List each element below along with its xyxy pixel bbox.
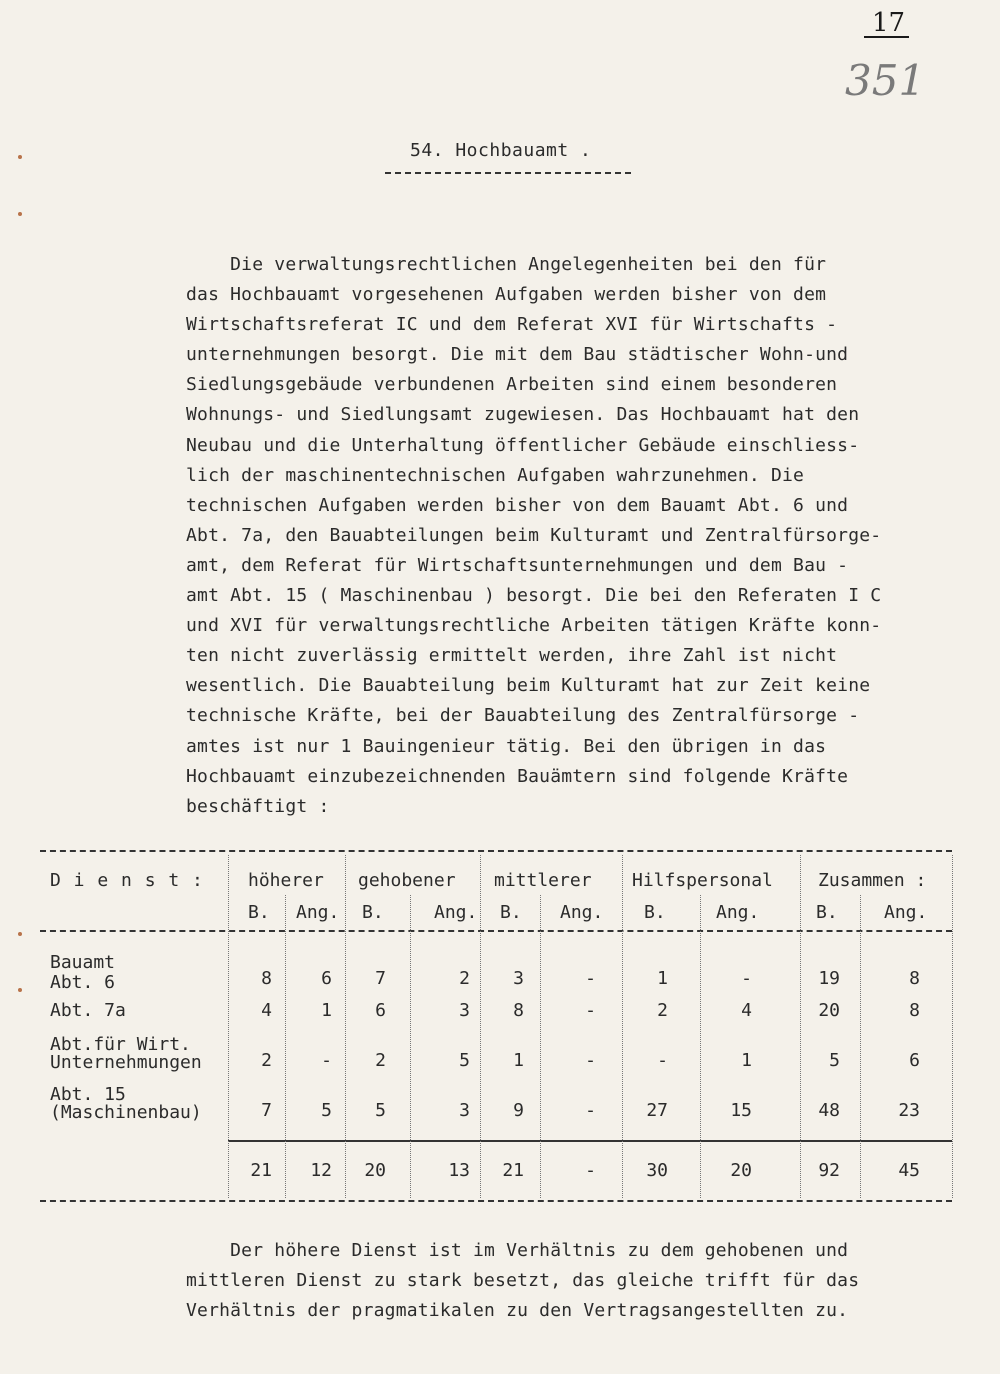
table-cell: 7 <box>261 1100 272 1121</box>
page-number: 17 <box>872 8 906 38</box>
column-group-header: gehobener <box>358 870 456 891</box>
table-cell: 8 <box>513 1000 524 1021</box>
text-line: technischen Aufgaben werden bisher von dem Bauamt Abt. 6 und <box>186 494 849 516</box>
table-cell: 19 <box>818 968 840 989</box>
closing-paragraph <box>186 1236 976 1326</box>
text-line: Abt. 7a, den Bauabteilungen beim Kulturamt und Zentralfürsorge- <box>186 524 882 546</box>
table-column-divider <box>800 855 801 1198</box>
subheader-angestellte: Ang. <box>434 902 478 923</box>
text-line: lich der maschinentechnischen Aufgaben wahrzunehmen. Die <box>186 464 805 486</box>
table-cell: 3 <box>459 1100 470 1121</box>
row-label: Abt. 6 <box>50 972 116 993</box>
table-cell: 20 <box>818 1000 840 1021</box>
table-column-divider <box>622 855 623 1198</box>
text-line: amt Abt. 15 ( Maschinenbau ) besorgt. Die bei den Referaten I C <box>186 585 882 607</box>
table-cell: 7 <box>375 968 386 989</box>
table-bottom-rule <box>40 1200 952 1202</box>
table-cell: 2 <box>657 1000 668 1021</box>
table-cell: 15 <box>730 1100 752 1121</box>
title-underline <box>385 172 631 174</box>
table-cell: 23 <box>898 1100 920 1121</box>
pencil-page-number: 351 <box>845 56 926 105</box>
table-cell: 5 <box>829 1050 840 1071</box>
table-cell: - <box>585 968 596 989</box>
table-column-divider <box>952 855 953 1198</box>
total-cell: 20 <box>730 1160 752 1181</box>
table-header-rule <box>40 930 952 932</box>
table-cell: 4 <box>741 1000 752 1021</box>
text-line: mittleren Dienst zu stark besetzt, das gleiche trifft für das <box>186 1270 860 1291</box>
row-label: Bauamt <box>50 952 116 973</box>
text-line: Wohnungs- und Siedlungsamt zugewiesen. Das Hochbauamt hat den <box>186 404 860 426</box>
intro-paragraph <box>186 250 976 822</box>
table-cell: 5 <box>321 1100 332 1121</box>
binder-hole <box>18 212 22 216</box>
row-label: Abt. 7a <box>50 1000 126 1021</box>
table-cell: 1 <box>321 1000 332 1021</box>
table-cell: 1 <box>657 968 668 989</box>
table-column-divider <box>540 895 541 1198</box>
column-group-header: Zusammen : <box>818 870 927 891</box>
total-cell: 45 <box>898 1160 920 1181</box>
table-header-label: D i e n s t : <box>50 870 204 891</box>
table-cell: - <box>657 1050 668 1071</box>
total-cell: 92 <box>818 1160 840 1181</box>
table-cell: - <box>585 1050 596 1071</box>
text-line: das Hochbauamt vorgesehenen Aufgaben werden bisher von dem <box>186 284 827 306</box>
text-line: Wirtschaftsreferat IC und dem Referat XVI für Wirtschafts - <box>186 314 838 336</box>
subheader-beamte: B. <box>362 902 384 923</box>
binder-hole <box>18 988 22 992</box>
column-group-header: mittlerer <box>494 870 592 891</box>
subheader-beamte: B. <box>644 902 666 923</box>
table-cell: - <box>585 1100 596 1121</box>
table-cell: 2 <box>261 1050 272 1071</box>
column-group-header: Hilfspersonal <box>632 870 773 891</box>
table-cell: 5 <box>459 1050 470 1071</box>
table-cell: - <box>741 968 752 989</box>
text-line: Siedlungsgebäude verbundenen Arbeiten sind einem besonderen <box>186 374 838 396</box>
text-line: Hochbauamt einzubezeichnenden Bauämtern sind folgende Kräfte <box>186 765 849 787</box>
subheader-angestellte: Ang. <box>296 902 340 923</box>
table-column-divider <box>410 895 411 1198</box>
total-cell: 30 <box>646 1160 668 1181</box>
text-line: Neubau und die Unterhaltung öffentlicher Gebäude einschliess- <box>186 434 860 456</box>
subheader-angestellte: Ang. <box>884 902 928 923</box>
table-top-rule <box>40 850 952 852</box>
total-cell: 21 <box>502 1160 524 1181</box>
table-cell: 4 <box>261 1000 272 1021</box>
table-cell: 5 <box>375 1100 386 1121</box>
table-cell: 6 <box>375 1000 386 1021</box>
table-column-divider <box>480 855 481 1198</box>
table-cell: 9 <box>513 1100 524 1121</box>
table-cell: 3 <box>513 968 524 989</box>
text-line: Die verwaltungsrechtlichen Angelegenheiten bei den für <box>186 254 827 275</box>
text-line: beschäftigt : <box>186 795 330 817</box>
table-cell: 1 <box>513 1050 524 1071</box>
table-cell: 6 <box>909 1050 920 1071</box>
table-cell: 3 <box>459 1000 470 1021</box>
total-cell: 13 <box>448 1160 470 1181</box>
table-column-divider <box>228 855 229 1198</box>
column-group-header: höherer <box>248 870 324 891</box>
subheader-beamte: B. <box>500 902 522 923</box>
total-cell: 12 <box>310 1160 332 1181</box>
text-line: unternehmungen besorgt. Die mit dem Bau städtischer Wohn-und <box>186 344 849 366</box>
table-column-divider <box>345 855 346 1198</box>
total-cell: - <box>585 1160 596 1181</box>
text-line: amt, dem Referat für Wirtschaftsunternehmungen und dem Bau - <box>186 554 849 576</box>
subheader-angestellte: Ang. <box>560 902 604 923</box>
text-line: amtes ist nur 1 Bauingenieur tätig. Bei den übrigen in das <box>186 735 827 757</box>
table-cell: 1 <box>741 1050 752 1071</box>
table-cell: 27 <box>646 1100 668 1121</box>
text-line: Verhältnis der pragmatikalen zu den Vertragsangestellten zu. <box>186 1300 849 1321</box>
table-column-divider <box>860 895 861 1198</box>
row-label: Abt. 15 <box>50 1084 126 1105</box>
table-cell: 48 <box>818 1100 840 1121</box>
subheader-angestellte: Ang. <box>716 902 760 923</box>
table-sum-rule <box>228 1140 952 1142</box>
table-cell: 8 <box>261 968 272 989</box>
subheader-beamte: B. <box>248 902 270 923</box>
binder-hole <box>18 155 22 159</box>
table-cell: 2 <box>459 968 470 989</box>
section-title: 54. Hochbauamt . <box>410 140 592 161</box>
text-line: wesentlich. Die Bauabteilung beim Kulturamt hat zur Zeit keine <box>186 675 871 697</box>
table-cell: 8 <box>909 1000 920 1021</box>
table-cell: 2 <box>375 1050 386 1071</box>
table-cell: - <box>321 1050 332 1071</box>
row-label: (Maschinenbau) <box>50 1102 202 1123</box>
row-label: Unternehmungen <box>50 1052 202 1073</box>
table-cell: 8 <box>909 968 920 989</box>
text-line: und XVI für verwaltungsrechtliche Arbeiten tätigen Kräfte konn- <box>186 615 882 637</box>
binder-hole <box>18 932 22 936</box>
total-cell: 21 <box>250 1160 272 1181</box>
table-cell: - <box>585 1000 596 1021</box>
table-column-divider <box>285 895 286 1198</box>
table-column-divider <box>700 895 701 1198</box>
total-cell: 20 <box>364 1160 386 1181</box>
text-line: ten nicht zuverlässig ermittelt werden, ihre Zahl ist nicht <box>186 645 838 667</box>
table-cell: 6 <box>321 968 332 989</box>
subheader-beamte: B. <box>816 902 838 923</box>
text-line: Der höhere Dienst ist im Verhältnis zu dem gehobenen und <box>186 1240 849 1261</box>
row-label: Abt.für Wirt. <box>50 1034 191 1055</box>
text-line: technische Kräfte, bei der Bauabteilung des Zentralfürsorge - <box>186 705 860 727</box>
